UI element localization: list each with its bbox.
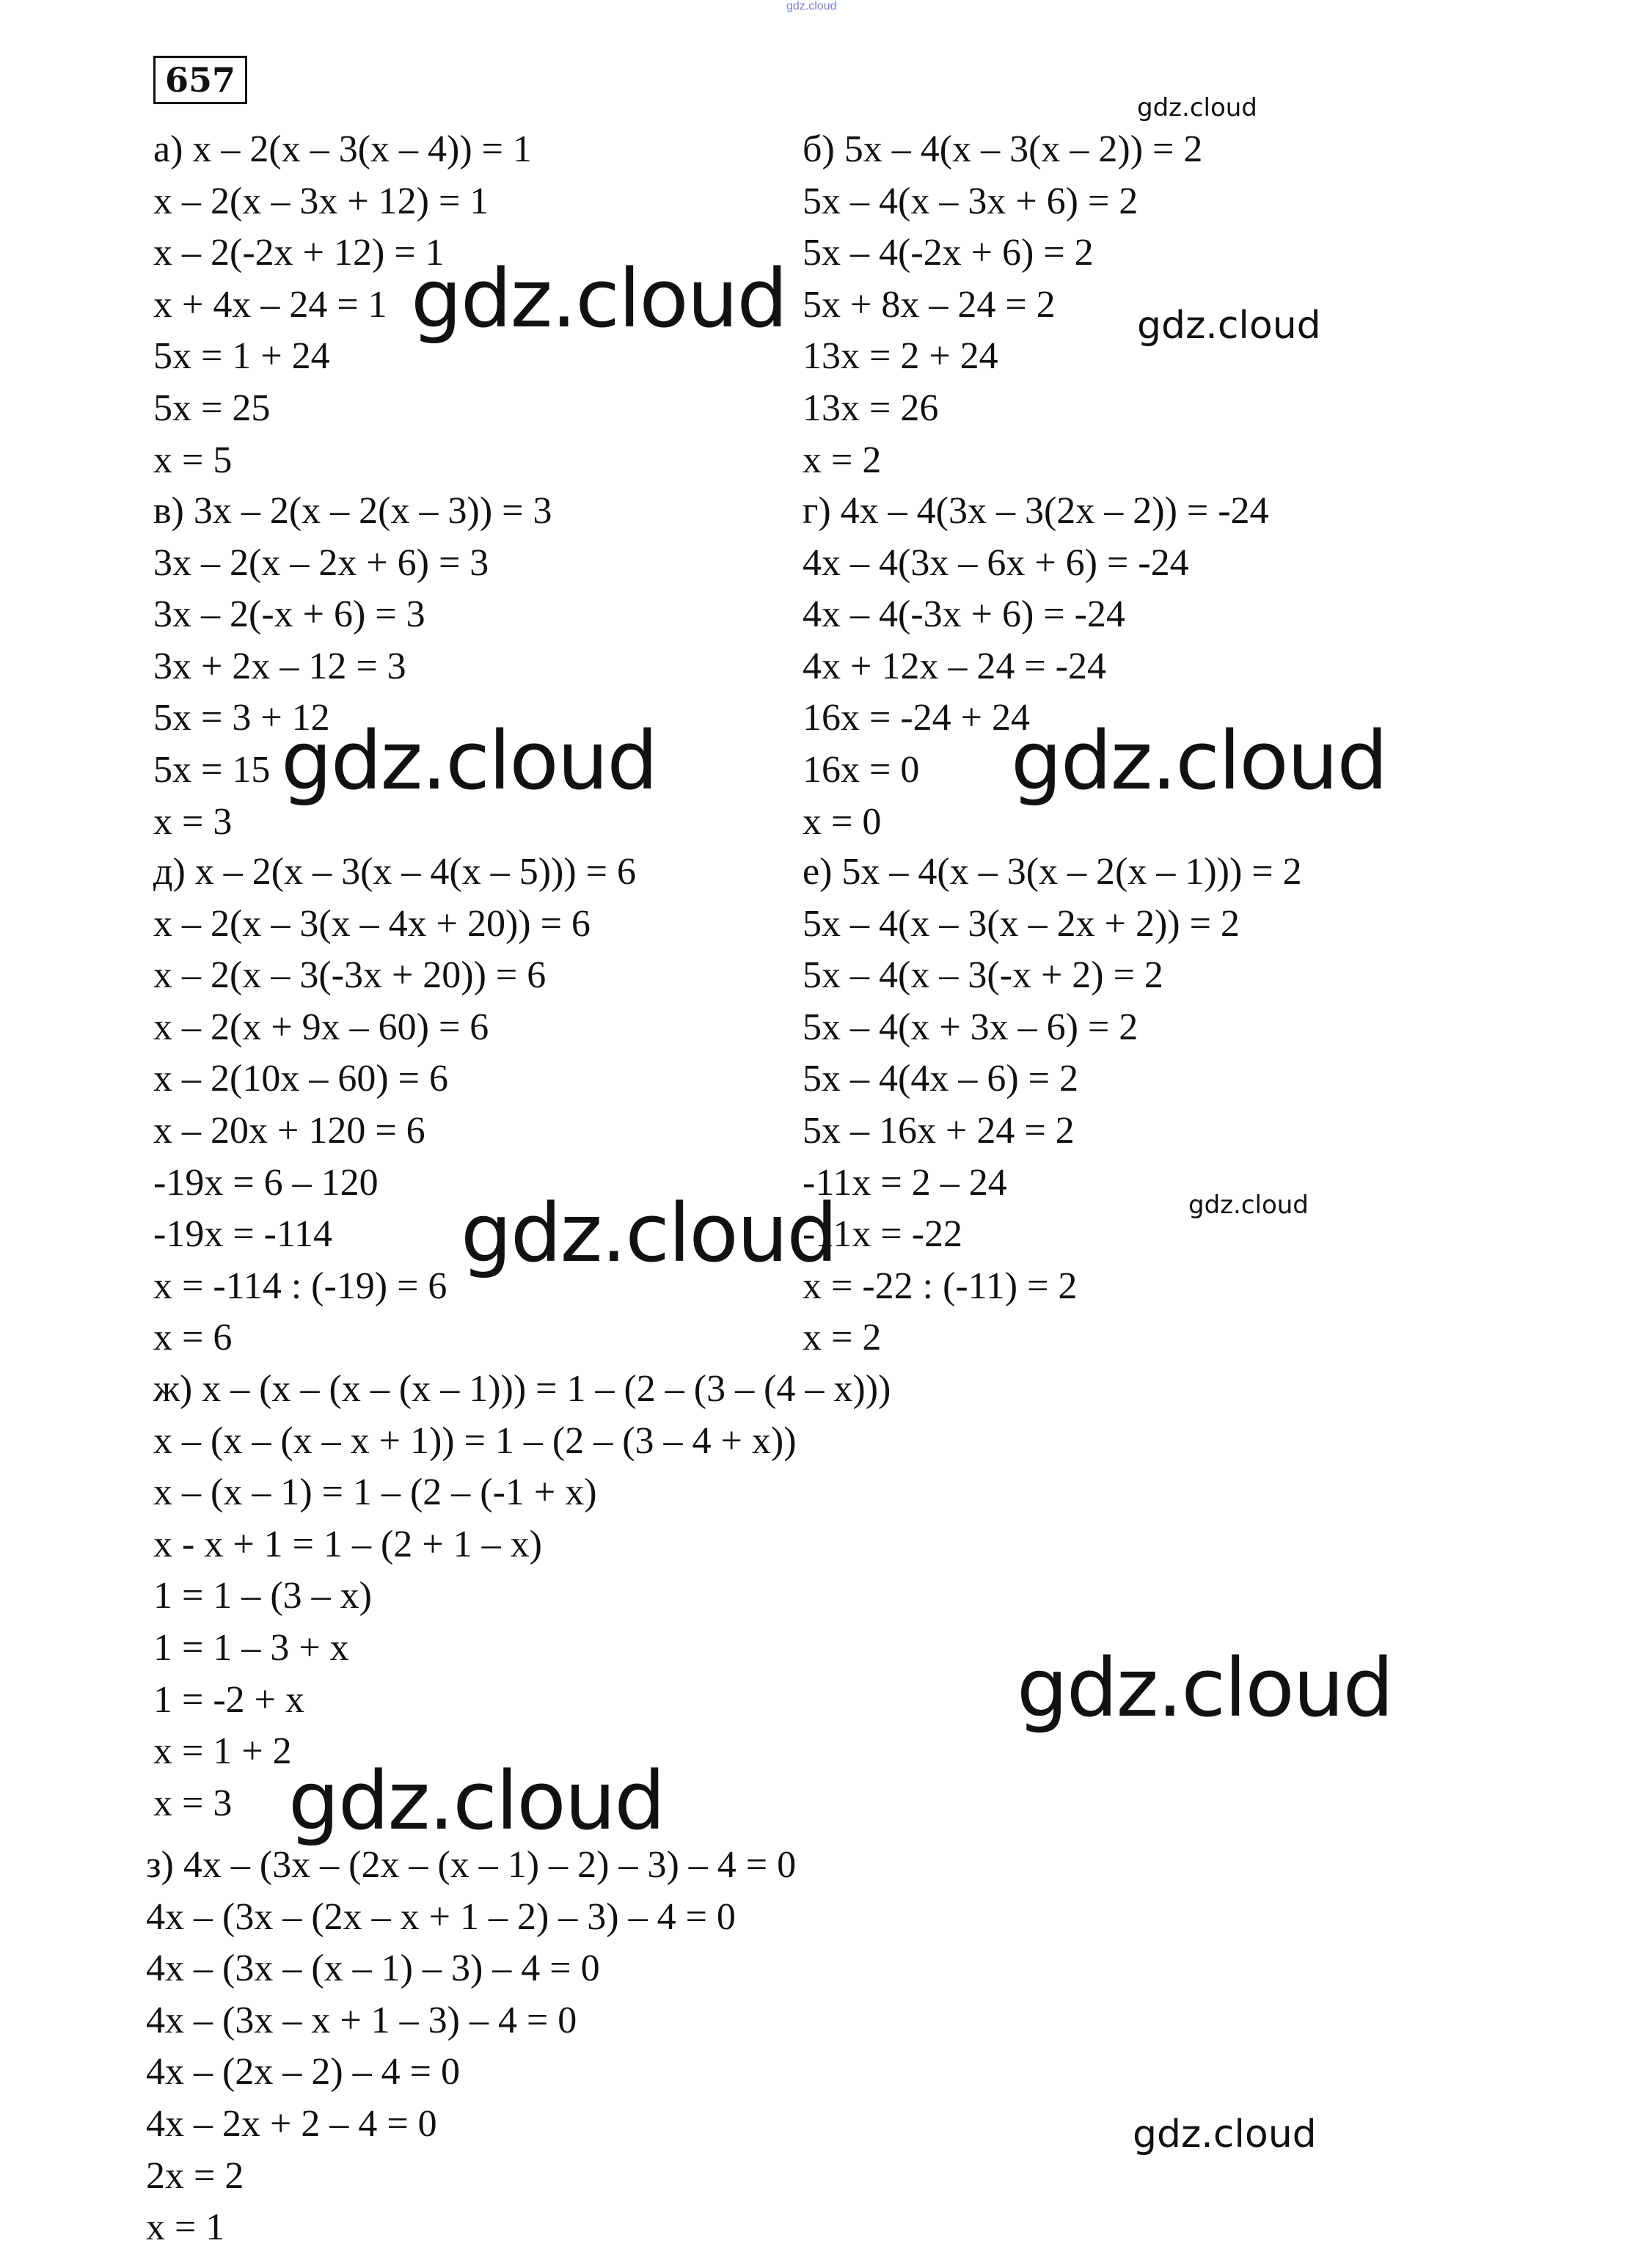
- equation-line-d-3: x – 2(x – 3(-3x + 20)) = 6: [153, 954, 547, 996]
- equation-line-a-5: 5x = 1 + 24: [153, 335, 330, 377]
- equation-line-g-5: 16x = -24 + 24: [803, 697, 1030, 739]
- equation-line-zh-6: 1 = 1 – 3 + x: [153, 1627, 349, 1669]
- equation-line-e-3: 5x – 4(x – 3(-x + 2) = 2: [803, 954, 1163, 996]
- top-watermark: gdz.cloud: [786, 0, 837, 12]
- equation-line-d-5: x – 2(10x – 60) = 6: [153, 1058, 448, 1100]
- equation-line-a-3: x – 2(-2x + 12) = 1: [153, 232, 445, 274]
- equation-line-d-1: д) x – 2(x – 3(x – 4(x – 5))) = 6: [153, 851, 636, 893]
- equation-line-d-2: x – 2(x – 3(x – 4x + 20)) = 6: [153, 903, 591, 945]
- equation-line-a-6: 5x = 25: [153, 387, 271, 429]
- equation-line-zh-4: x - x + 1 = 1 – (2 + 1 – x): [153, 1523, 542, 1565]
- equation-line-e-5: 5x – 4(4x – 6) = 2: [803, 1058, 1078, 1100]
- equation-line-z-6: 4x – 2x + 2 – 4 = 0: [146, 2103, 437, 2145]
- equation-line-z-8: x = 1: [146, 2206, 225, 2248]
- equation-line-g-6: 16x = 0: [803, 749, 920, 791]
- equation-line-zh-7: 1 = -2 + x: [153, 1679, 304, 1721]
- equation-line-v-3: 3x – 2(-x + 6) = 3: [153, 593, 425, 635]
- equation-line-v-1: в) 3x – 2(x – 2(x – 3)) = 3: [153, 490, 552, 532]
- watermark-4: gdz.cloud: [281, 714, 657, 808]
- equation-line-zh-3: x – (x – 1) = 1 – (2 – (-1 + x): [153, 1471, 597, 1513]
- watermark-1: gdz.cloud: [1137, 93, 1257, 122]
- equation-line-a-7: x = 5: [153, 439, 233, 481]
- equation-line-b-7: x = 2: [803, 439, 882, 481]
- equation-line-zh-2: x – (x – (x – x + 1)) = 1 – (2 – (3 – 4 + x)): [153, 1420, 797, 1462]
- equation-line-z-3: 4x – (3x – (x – 1) – 3) – 4 = 0: [146, 1947, 600, 1989]
- equation-line-z-7: 2x = 2: [146, 2155, 244, 2197]
- watermark-9: gdz.cloud: [288, 1754, 665, 1848]
- equation-line-zh-1: ж) x – (x – (x – (x – 1))) = 1 – (2 – (3 – (4 – x))): [153, 1368, 891, 1410]
- equation-line-g-7: x = 0: [803, 801, 882, 843]
- equation-line-z-4: 4x – (3x – x + 1 – 3) – 4 = 0: [146, 2000, 577, 2041]
- equation-line-b-3: 5x – 4(-2x + 6) = 2: [803, 232, 1094, 274]
- equation-line-g-2: 4x – 4(3x – 6x + 6) = -24: [803, 542, 1189, 584]
- equation-line-a-4: x + 4x – 24 = 1: [153, 284, 387, 326]
- equation-line-e-4: 5x – 4(x + 3x – 6) = 2: [803, 1006, 1139, 1048]
- equation-line-v-4: 3x + 2x – 12 = 3: [153, 645, 406, 687]
- equation-line-a-2: x – 2(x – 3x + 12) = 1: [153, 180, 489, 222]
- equation-line-g-3: 4x – 4(-3x + 6) = -24: [803, 593, 1125, 635]
- equation-line-e-2: 5x – 4(x – 3(x – 2x + 2)) = 2: [803, 903, 1240, 945]
- equation-line-d-6: x – 20x + 120 = 6: [153, 1110, 425, 1152]
- task-number-box: 657: [153, 56, 247, 104]
- watermark-2: gdz.cloud: [411, 252, 787, 345]
- equation-line-d-10: x = 6: [153, 1317, 233, 1358]
- equation-line-e-1: е) 5x – 4(x – 3(x – 2(x – 1))) = 2: [803, 851, 1302, 893]
- equation-line-b-6: 13x = 26: [803, 387, 939, 429]
- equation-line-zh-5: 1 = 1 – (3 – x): [153, 1575, 372, 1617]
- equation-line-d-8: -19x = -114: [153, 1213, 333, 1255]
- equation-line-v-6: 5x = 15: [153, 749, 271, 791]
- equation-line-g-1: г) 4x – 4(3x – 3(2x – 2)) = -24: [803, 490, 1269, 532]
- equation-line-b-5: 13x = 2 + 24: [803, 335, 998, 377]
- equation-line-v-5: 5x = 3 + 12: [153, 697, 330, 739]
- equation-line-z-2: 4x – (3x – (2x – x + 1 – 2) – 3) – 4 = 0: [146, 1896, 736, 1938]
- equation-line-d-4: x – 2(x + 9x – 60) = 6: [153, 1006, 489, 1048]
- watermark-3: gdz.cloud: [1137, 304, 1321, 348]
- equation-line-e-7: -11x = 2 – 24: [803, 1162, 1007, 1204]
- equation-line-e-6: 5x – 16x + 24 = 2: [803, 1110, 1075, 1152]
- watermark-8: gdz.cloud: [1017, 1641, 1393, 1735]
- equation-line-v-2: 3x – 2(x – 2x + 6) = 3: [153, 542, 489, 584]
- equation-line-d-7: -19x = 6 – 120: [153, 1162, 379, 1204]
- watermark-6: gdz.cloud: [1188, 1190, 1309, 1220]
- equation-line-g-4: 4x + 12x – 24 = -24: [803, 645, 1106, 687]
- equation-line-z-5: 4x – (2x – 2) – 4 = 0: [146, 2051, 460, 2093]
- equation-line-b-1: б) 5x – 4(x – 3(x – 2)) = 2: [803, 128, 1203, 170]
- equation-line-v-7: x = 3: [153, 801, 233, 843]
- equation-line-d-9: x = -114 : (-19) = 6: [153, 1265, 447, 1307]
- equation-line-e-8: -11x = -22: [803, 1213, 963, 1255]
- equation-line-zh-9: x = 3: [153, 1782, 233, 1824]
- watermark-7: gdz.cloud: [461, 1186, 837, 1280]
- watermark-5: gdz.cloud: [1011, 714, 1387, 808]
- equation-line-e-9: x = -22 : (-11) = 2: [803, 1265, 1078, 1307]
- equation-line-b-2: 5x – 4(x – 3x + 6) = 2: [803, 180, 1139, 222]
- equation-line-zh-8: x = 1 + 2: [153, 1730, 292, 1772]
- equation-line-e-10: x = 2: [803, 1317, 882, 1358]
- equation-line-z-1: з) 4x – (3x – (2x – (x – 1) – 2) – 3) – 4 = 0: [146, 1844, 797, 1886]
- equation-line-a-1: а) x – 2(x – 3(x – 4)) = 1: [153, 128, 532, 170]
- equation-line-b-4: 5x + 8x – 24 = 2: [803, 284, 1056, 326]
- watermark-10: gdz.cloud: [1133, 2112, 1317, 2157]
